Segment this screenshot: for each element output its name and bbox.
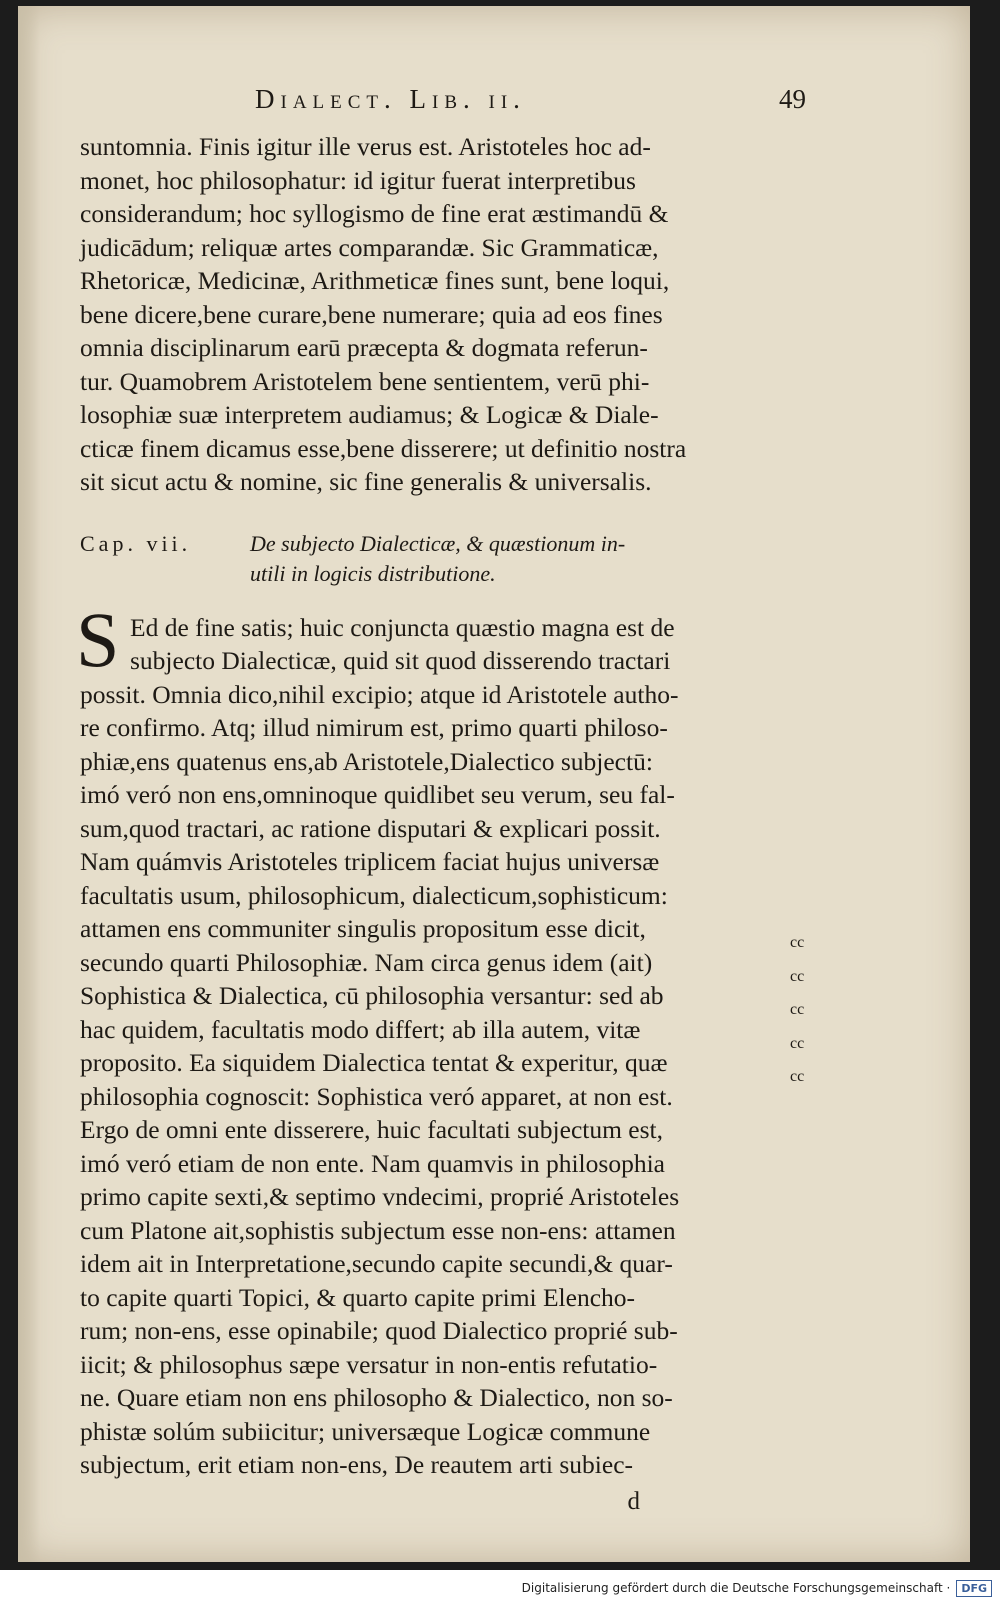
- paragraph-main: [76, 595, 780, 1482]
- text-line: monet, hoc philosophatur: id igitur fuerat interpretibus: [80, 165, 636, 195]
- text-line: phiæ,ens quatenus ens,ab Aristotele,Dialectico subjectū:: [80, 746, 653, 776]
- text-line: secundo quarti Philosophiæ. Nam circa genus idem (ait): [80, 947, 653, 977]
- chapter-label: Cap. vii.: [80, 530, 192, 556]
- paragraph-top: [80, 130, 780, 499]
- text-line: Rhetoricæ, Medicinæ, Arithmeticæ fines sunt, bene loqui,: [80, 266, 670, 295]
- text-line: cum Platone ait,sophistis subjectum esse non-ens: attamen: [80, 1215, 676, 1245]
- text-block: [76, 84, 806, 1516]
- text-line: Ergo de omni ente disserere, huic facultati subjectum est,: [80, 1115, 664, 1144]
- running-head: Dialect. Lib. ii.: [255, 84, 526, 114]
- text-line: sit sicut actu & nomine, sic fine generalis & universalis.: [80, 467, 652, 496]
- page-gutter-shadow: [18, 6, 40, 1562]
- quotation-mark: cc: [790, 967, 805, 985]
- text-line: phistæ solúm subiicitur; universæque Logicæ commune: [80, 1416, 651, 1446]
- quotation-mark: cc: [790, 934, 805, 951]
- text-line: to capite quarti Topici, & quarto capite primi Elencho-: [80, 1282, 636, 1312]
- text-line: attamen ens communiter singulis propositum esse dicit,: [80, 914, 646, 943]
- text-line: omnia disciplinarum earū præcepta & dogmata referun-: [80, 333, 648, 362]
- text-line: cticæ finem dicamus esse,bene disserere; ut definitio nostra: [80, 433, 687, 463]
- catchword: d: [627, 1487, 640, 1515]
- page-header: [80, 84, 806, 130]
- chapter-title-line: De subjecto Dialecticæ, & quæstionum in-: [250, 530, 626, 556]
- text-line: idem ait in Interpretatione,secundo capite secundi,& quar-: [80, 1249, 673, 1278]
- book-page: [18, 6, 970, 1562]
- text-line: Nam quámvis Aristoteles triplicem faciat hujus universæ: [80, 847, 660, 876]
- quotation-mark: cc: [790, 1001, 805, 1018]
- text-line: subjecto Dialecticæ, quid sit quod disserendo tractari: [130, 646, 671, 675]
- text-line: Sophistica & Dialectica, cū philosophia versantur: sed ab: [80, 981, 664, 1010]
- text-line: rum; non-ens, esse opinabile; quod Dialectico proprié sub-: [80, 1316, 678, 1345]
- text-line: hac quidem, facultatis modo differt; ab illa autem, vitæ: [80, 1014, 641, 1044]
- text-line: bene dicere,bene curare,bene numerare; quia ad eos fines: [80, 299, 663, 329]
- text-line: ne. Quare etiam non ens philosopho & Dialectico, non so-: [80, 1383, 673, 1412]
- text-line: iicit; & philosophus sæpe versatur in non-entis refutatio-: [80, 1349, 658, 1379]
- text-line: re confirmo. Atq; illud nimirum est, primo quarti philoso-: [80, 713, 668, 742]
- text-line: losophiæ suæ interpretem audiamus; & Logicæ & Diale-: [80, 400, 659, 429]
- quotation-mark: cc: [790, 1034, 805, 1052]
- funding-notice: Digitalisierung gefördert durch die Deutsche Forschungsgemeinschaft ·: [521, 1581, 951, 1595]
- text-line: imó veró non ens,omninoque quidlibet seu verum, seu fal-: [80, 780, 675, 809]
- text-line: Ed de fine satis; huic conjuncta quæstio magna est de: [130, 612, 675, 642]
- text-line: considerandum; hoc syllogismo de fine erat æstimandū &: [80, 199, 669, 228]
- text-line: subjectum, erit etiam non-ens, De reautem arti subiec-: [80, 1450, 634, 1479]
- drop-cap: S: [76, 595, 120, 683]
- text-line: facultatis usum, philosophicum, dialecticum,sophisticum:: [80, 880, 668, 910]
- text-line: sum,quod tractari, ac ratione disputari & explicari possit.: [80, 813, 661, 843]
- text-line: possit. Omnia dico,nihil excipio; atque id Aristotele autho-: [80, 679, 679, 709]
- page-number: 49: [779, 84, 806, 114]
- digitization-footer: [0, 1570, 1000, 1606]
- chapter-title-line: utili in logicis distributione.: [250, 560, 496, 586]
- text-line: imó veró etiam de non ente. Nam quamvis in philosophia: [80, 1148, 665, 1178]
- quotation-marks-margin: [790, 926, 804, 1094]
- quotation-mark: cc: [790, 1068, 805, 1085]
- text-line: tur. Quamobrem Aristotelem bene sentientem, verū phi-: [80, 366, 650, 396]
- chapter-heading: [80, 529, 780, 589]
- dfg-logo: DFG: [956, 1580, 992, 1597]
- text-line: proposito. Ea siquidem Dialectica tentat & experitur, quæ: [80, 1048, 668, 1077]
- chapter-title: [250, 529, 625, 589]
- text-line: judicādum; reliquæ artes comparandæ. Sic Grammaticæ,: [80, 232, 659, 262]
- text-line: primo capite sexti,& septimo vndecimi, proprié Aristoteles: [80, 1182, 680, 1211]
- text-line: philosophia cognoscit: Sophistica veró apparet, at non est.: [80, 1081, 673, 1111]
- text-line: suntomnia. Finis igitur ille verus est. Aristoteles hoc ad-: [80, 132, 651, 161]
